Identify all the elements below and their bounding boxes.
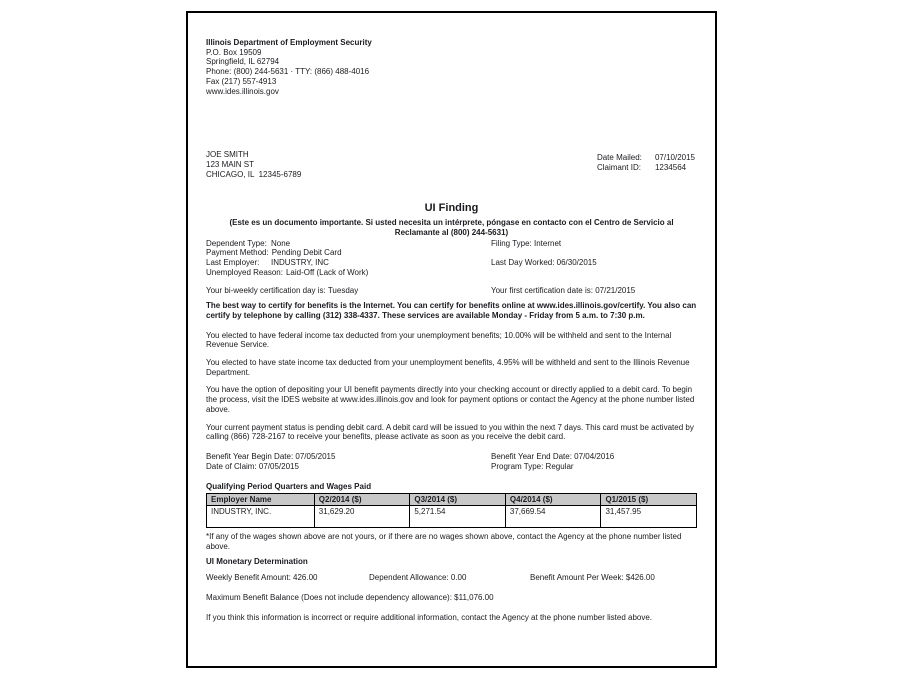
claimant-id-value: 1234564 (654, 162, 687, 172)
monetary-determination-heading: UI Monetary Determination (206, 556, 308, 566)
benefit-year-row (206, 462, 697, 472)
date-mailed-value: 07/10/2015 (654, 153, 695, 163)
column-header-q4-2014: Q4/2014 ($) (505, 494, 601, 506)
unemployed-reason-label: Unemployed Reason: (206, 267, 283, 277)
benefit-amount-per-week: Benefit Amount Per Week: $426.00 (530, 573, 655, 583)
detail-row (206, 248, 697, 258)
last-employer-value: INDUSTRY, INC (271, 258, 329, 268)
monetary-amounts-row (206, 573, 697, 583)
column-header-q2-2014: Q2/2014 ($) (314, 494, 410, 506)
benefit-year-section (206, 452, 697, 471)
last-day-worked: Last Day Worked: 06/30/2015 (491, 258, 597, 268)
weekly-benefit-amount: Weekly Benefit Amount: 426.00 (206, 573, 318, 583)
wages-table (206, 493, 697, 528)
dependent-type-value: None (271, 238, 291, 248)
certification-row (206, 286, 697, 296)
claim-details (206, 239, 697, 278)
payment-method-value: Pending Debit Card (271, 248, 342, 258)
detail-row (206, 268, 697, 278)
date-mailed-label: Date Mailed: (596, 153, 642, 163)
recipient-city: CHICAGO, IL 12345-6789 (206, 169, 302, 179)
certify-instructions-paragraph: The best way to certify for benefits is the Internet. You can certify for benefits online at www.ides.illinois.gov/certify. You also can certify by telephone by calling (312) 338-4337. These services are available Monday - Friday from 5 a.m. to 7:30 p.m. (206, 301, 697, 320)
dependent-type-label: Dependent Type: (206, 238, 267, 248)
biweekly-certification-day: Your bi-weekly certification day is: Tuesday (206, 285, 359, 295)
cell-q2-2014-wages: 31,629.20 (314, 506, 410, 528)
letterhead-phone: Phone: (800) 244-5631 · TTY: (866) 488-4016 (206, 67, 370, 77)
cell-q1-2015-wages: 31,457.95 (601, 506, 697, 528)
letterhead (206, 38, 697, 96)
first-certification-date: Your first certification date is: 07/21/2015 (491, 285, 636, 295)
federal-tax-paragraph: You elected to have federal income tax deducted from your unemployment benefits; 10.00% will be withheld and sent to the Internal Revenue Service. (206, 330, 672, 350)
letterhead-city: Springfield, IL 62794 (206, 57, 280, 67)
program-type: Program Type: Regular (491, 461, 574, 471)
letterhead-fax: Fax (217) 557-4913 (206, 76, 277, 86)
unemployed-reason-value: Laid-Off (Lack of Work) (285, 267, 369, 277)
direct-deposit-paragraph: You have the option of depositing your UI benefit payments directly into your checking account or directly applied to a debit card. To begin the process, visit the IDES website at www.ides.illinois.gov and look for payment options or contact the Agency at the phone number listed above. (206, 385, 695, 414)
document-title: UI Finding (424, 202, 479, 215)
benefit-year-row (206, 452, 697, 462)
recipient-name: JOE SMITH (206, 150, 249, 160)
letterhead-po-box: P.O. Box 19509 (206, 47, 262, 57)
column-header-q3-2014: Q3/2014 ($) (410, 494, 506, 506)
date-of-claim: Date of Claim: 07/05/2015 (206, 461, 299, 471)
detail-row (206, 239, 697, 249)
maximum-benefit-balance: Maximum Benefit Balance (Does not include dependency allowance): $11,076.00 (206, 593, 494, 603)
document-subtitle-spanish: (Este es un documento importante. Si usted necesita un intérprete, póngase en contacto con el Centro de Servicio al Reclamante al (800) 244-5631) (229, 218, 674, 238)
last-employer-label: Last Employer: (206, 258, 260, 268)
table-row (207, 506, 697, 528)
column-header-employer: Employer Name (207, 494, 315, 506)
agency-name: Illinois Department of Employment Security (206, 38, 372, 47)
payment-method-label: Payment Method: (206, 248, 269, 258)
cell-employer-name: INDUSTRY, INC. (207, 506, 315, 528)
closing-note: If you think this information is incorrect or require additional information, contact the Agency at the phone number listed above. (206, 612, 653, 622)
wages-table-heading: Qualifying Period Quarters and Wages Paid (206, 482, 372, 492)
benefit-year-end-date: Benefit Year End Date: 07/04/2016 (491, 451, 615, 461)
wages-footnote: *If any of the wages shown above are not yours, or if there are no wages shown above, contact the Agency at the phone number listed above. (206, 532, 682, 551)
dependent-allowance: Dependent Allowance: 0.00 (369, 573, 467, 583)
recipient-address (206, 150, 301, 179)
cell-q4-2014-wages: 37,669.54 (505, 506, 601, 528)
mailing-meta (597, 153, 695, 179)
state-tax-paragraph: You elected to have state income tax deducted from your unemployment benefits, 4.95% will be withheld and sent to the Illinois Revenue Department. (206, 358, 690, 377)
filing-type: Filing Type: Internet (491, 238, 562, 248)
wages-table-header-row (207, 494, 697, 506)
column-header-q1-2015: Q1/2015 ($) (601, 494, 697, 506)
claimant-id-label: Claimant ID: (596, 162, 641, 172)
ui-finding-letter (186, 11, 717, 668)
letterhead-website: www.ides.illinois.gov (206, 86, 279, 96)
detail-row (206, 258, 697, 268)
recipient-street: 123 MAIN ST (206, 159, 255, 169)
cell-q3-2014-wages: 5,271.54 (410, 506, 506, 528)
benefit-year-begin-date: Benefit Year Begin Date: 07/05/2015 (206, 451, 336, 461)
payment-status-paragraph: Your current payment status is pending debit card. A debit card will be issued to you within the next 7 days. This card must be activated by calling (866) 728-2167 to receive your benefits, please activate as soon as you receive the debit card. (206, 422, 694, 442)
address-section (206, 150, 697, 179)
